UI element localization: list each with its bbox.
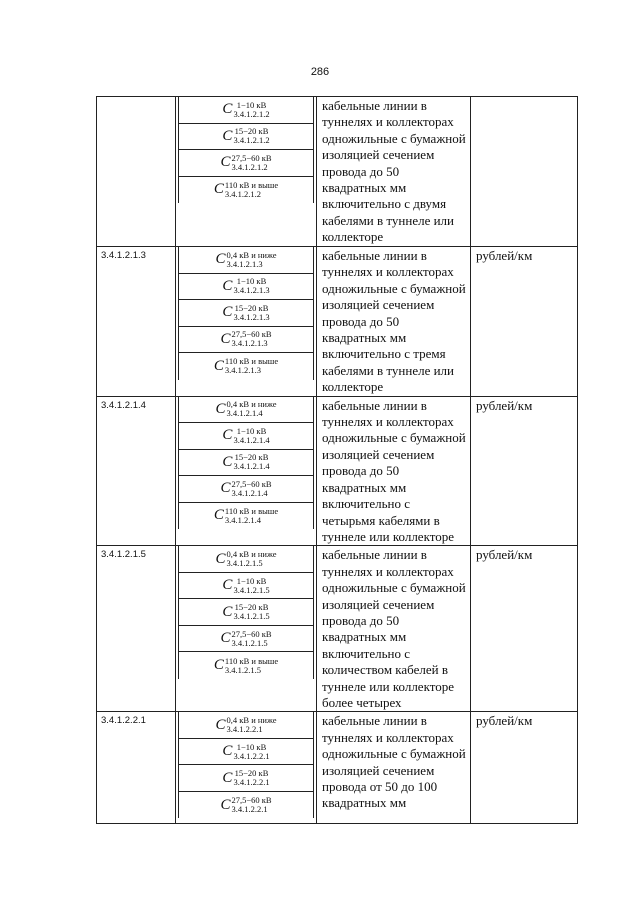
- row-description: кабельные линии в туннелях и коллекторах одножильные с бумажной изоляцией сечением провода до 50 квадратных мм включительно с тремя кабелями в туннеле или коллекторе: [317, 247, 471, 397]
- symbol-subscript: 3.4.1.2.1.3: [233, 311, 270, 322]
- cost-symbol: [214, 357, 278, 375]
- row-symbols: [176, 247, 317, 397]
- symbol-subscript: 3.4.1.2.1.2: [233, 108, 270, 119]
- symbol-superscript: 27,5−60 кВ: [231, 152, 272, 163]
- symbol-base: C: [213, 357, 224, 374]
- symbol-subscript: 3.4.1.2.1.3: [226, 258, 263, 269]
- row-symbols: [176, 396, 317, 546]
- symbol-cell: [178, 450, 314, 477]
- symbol-cell: [178, 177, 314, 204]
- symbol-base: C: [222, 427, 233, 444]
- symbol-base: C: [215, 251, 226, 268]
- symbol-cell: [178, 423, 314, 450]
- symbol-subscript: 3.4.1.2.2.1: [226, 724, 263, 735]
- symbol-subscript: 3.4.1.2.1.4: [233, 461, 270, 472]
- cost-symbol: [220, 330, 271, 348]
- symbol-cell: [178, 97, 314, 124]
- symbol-subscript: 3.4.1.2.1.3: [224, 365, 262, 376]
- row-code: 3.4.1.2.1.5: [97, 546, 176, 712]
- symbol-cell: [178, 150, 314, 177]
- symbol-base: C: [222, 769, 233, 786]
- symbol-superscript: 110 кВ и выше: [224, 505, 279, 516]
- symbol-base: C: [220, 630, 231, 647]
- symbol-superscript: 27,5−60 кВ: [231, 628, 272, 639]
- symbol-cell: [178, 739, 314, 766]
- symbol-cell: [178, 353, 314, 380]
- cost-symbol: [216, 251, 277, 269]
- cost-symbol: [220, 480, 271, 498]
- symbol-subscript: 3.4.1.2.1.5: [231, 637, 268, 648]
- symbol-subscript: 3.4.1.2.1.5: [233, 584, 270, 595]
- symbol-cell: [178, 599, 314, 626]
- cost-symbol: [222, 127, 269, 145]
- symbol-cell: [178, 124, 314, 151]
- cost-symbol: [222, 277, 269, 295]
- symbol-cell: [178, 274, 314, 301]
- cost-symbol: [222, 577, 269, 595]
- symbol-cell: [178, 300, 314, 327]
- symbol-subscript: 3.4.1.2.1.5: [226, 558, 263, 569]
- page-number: 286: [310, 66, 330, 78]
- symbol-base: C: [222, 101, 233, 118]
- symbol-superscript: 1−10 кВ: [236, 99, 267, 110]
- symbol-superscript: 0,4 кВ и ниже: [226, 399, 277, 410]
- symbol-subscript: 3.4.1.2.1.5: [233, 611, 270, 622]
- symbol-superscript: 0,4 кВ и ниже: [226, 549, 277, 560]
- row-symbols: [176, 546, 317, 712]
- symbol-subscript: 3.4.1.2.1.3: [231, 338, 268, 349]
- symbol-superscript: 1−10 кВ: [236, 741, 267, 752]
- symbol-base: C: [220, 330, 231, 347]
- table-row: [97, 712, 578, 824]
- cost-symbol: [222, 304, 269, 322]
- cost-symbol: [214, 507, 278, 525]
- row-unit: рублей/км: [471, 396, 578, 546]
- cost-symbol: [220, 796, 271, 814]
- row-description: кабельные линии в туннелях и коллекторах одножильные с бумажной изоляцией сечением провода до 50 квадратных мм включительно с двумя кабелями в туннеле или коллекторе: [317, 97, 471, 247]
- symbol-superscript: 15−20 кВ: [234, 302, 269, 313]
- row-code: [97, 97, 176, 247]
- symbol-subscript: 3.4.1.2.2.1: [233, 750, 270, 761]
- cost-symbol: [222, 427, 269, 445]
- symbol-cell: [178, 546, 314, 573]
- symbol-subscript: 3.4.1.2.1.4: [233, 434, 270, 445]
- tariff-table-body: [97, 97, 578, 824]
- symbol-base: C: [222, 743, 233, 760]
- symbol-cell: [178, 476, 314, 503]
- row-description: кабельные линии в туннелях и коллекторах одножильные с бумажной изоляцией сечением провода до 50 квадратных мм включительно с количеством кабелей в туннеле или коллекторе более четырех: [317, 546, 471, 712]
- symbol-cell: [178, 765, 314, 792]
- symbol-cell: [178, 573, 314, 600]
- symbol-cell: [178, 792, 314, 819]
- symbol-cell: [178, 503, 314, 530]
- cost-symbol: [216, 550, 277, 568]
- symbol-subscript: 3.4.1.2.1.5: [224, 664, 262, 675]
- cost-symbol: [214, 181, 278, 199]
- symbol-subscript: 3.4.1.2.1.4: [226, 408, 263, 419]
- row-unit: [471, 97, 578, 247]
- symbol-superscript: 27,5−60 кВ: [231, 329, 272, 340]
- row-unit: рублей/км: [471, 712, 578, 824]
- symbol-base: C: [213, 507, 224, 524]
- symbol-superscript: 27,5−60 кВ: [231, 795, 272, 806]
- cost-symbol: [222, 769, 269, 787]
- symbol-superscript: 1−10 кВ: [236, 276, 267, 287]
- row-symbols: [176, 97, 317, 247]
- row-description: кабельные линии в туннелях и коллекторах одножильные с бумажной изоляцией сечением провода до 50 квадратных мм включительно с четырьмя кабелями в туннеле или коллекторе: [317, 396, 471, 546]
- table-row: [97, 97, 578, 247]
- symbol-superscript: 0,4 кВ и ниже: [226, 249, 277, 260]
- symbol-superscript: 110 кВ и выше: [224, 655, 279, 666]
- cost-symbol: [216, 716, 277, 734]
- symbol-base: C: [222, 277, 233, 294]
- symbol-subscript: 3.4.1.2.1.3: [233, 285, 270, 296]
- symbol-base: C: [222, 577, 233, 594]
- row-code: 3.4.1.2.2.1: [97, 712, 176, 824]
- symbol-cell: [178, 652, 314, 679]
- symbol-cell: [178, 247, 314, 274]
- symbol-base: C: [213, 657, 224, 674]
- symbol-superscript: 1−10 кВ: [236, 425, 267, 436]
- tariff-table: [96, 96, 578, 824]
- cost-symbol: [222, 603, 269, 621]
- symbol-superscript: 15−20 кВ: [234, 452, 269, 463]
- symbol-base: C: [215, 550, 226, 567]
- symbol-base: C: [222, 603, 233, 620]
- table-row: [97, 396, 578, 546]
- symbol-subscript: 3.4.1.2.1.2: [233, 135, 270, 146]
- row-code: 3.4.1.2.1.3: [97, 247, 176, 397]
- symbol-base: C: [222, 304, 233, 321]
- symbol-cell: [178, 397, 314, 424]
- symbol-cell: [178, 327, 314, 354]
- cost-symbol: [216, 400, 277, 418]
- symbol-base: C: [215, 400, 226, 417]
- symbol-base: C: [222, 127, 233, 144]
- table-row: [97, 247, 578, 397]
- symbol-superscript: 15−20 кВ: [234, 602, 269, 613]
- symbol-superscript: 1−10 кВ: [236, 575, 267, 586]
- symbol-base: C: [220, 480, 231, 497]
- symbol-superscript: 15−20 кВ: [234, 126, 269, 137]
- cost-symbol: [220, 630, 271, 648]
- table-row: [97, 546, 578, 712]
- symbol-subscript: 3.4.1.2.1.4: [231, 487, 268, 498]
- symbol-cell: [178, 712, 314, 739]
- symbol-subscript: 3.4.1.2.1.2: [224, 188, 262, 199]
- row-description: кабельные линии в туннелях и коллекторах одножильные с бумажной изоляцией сечением провода от 50 до 100 квадратных мм: [317, 712, 471, 824]
- symbol-base: C: [220, 796, 231, 813]
- symbol-cell: [178, 626, 314, 653]
- cost-symbol: [222, 101, 269, 119]
- symbol-subscript: 3.4.1.2.1.4: [224, 514, 262, 525]
- symbol-subscript: 3.4.1.2.2.1: [231, 804, 268, 815]
- row-code: 3.4.1.2.1.4: [97, 396, 176, 546]
- symbol-superscript: 15−20 кВ: [234, 768, 269, 779]
- row-unit: рублей/км: [471, 247, 578, 397]
- symbol-subscript: 3.4.1.2.1.2: [231, 161, 268, 172]
- symbol-superscript: 27,5−60 кВ: [231, 478, 272, 489]
- symbol-base: C: [220, 154, 231, 171]
- row-symbols: [176, 712, 317, 824]
- symbol-superscript: 110 кВ и выше: [224, 356, 279, 367]
- cost-symbol: [222, 743, 269, 761]
- symbol-subscript: 3.4.1.2.2.1: [233, 777, 270, 788]
- cost-symbol: [220, 154, 271, 172]
- row-unit: рублей/км: [471, 546, 578, 712]
- symbol-superscript: 110 кВ и выше: [224, 179, 279, 190]
- symbol-base: C: [215, 716, 226, 733]
- symbol-base: C: [213, 181, 224, 198]
- cost-symbol: [214, 657, 278, 675]
- cost-symbol: [222, 453, 269, 471]
- symbol-superscript: 0,4 кВ и ниже: [226, 715, 277, 726]
- symbol-base: C: [222, 453, 233, 470]
